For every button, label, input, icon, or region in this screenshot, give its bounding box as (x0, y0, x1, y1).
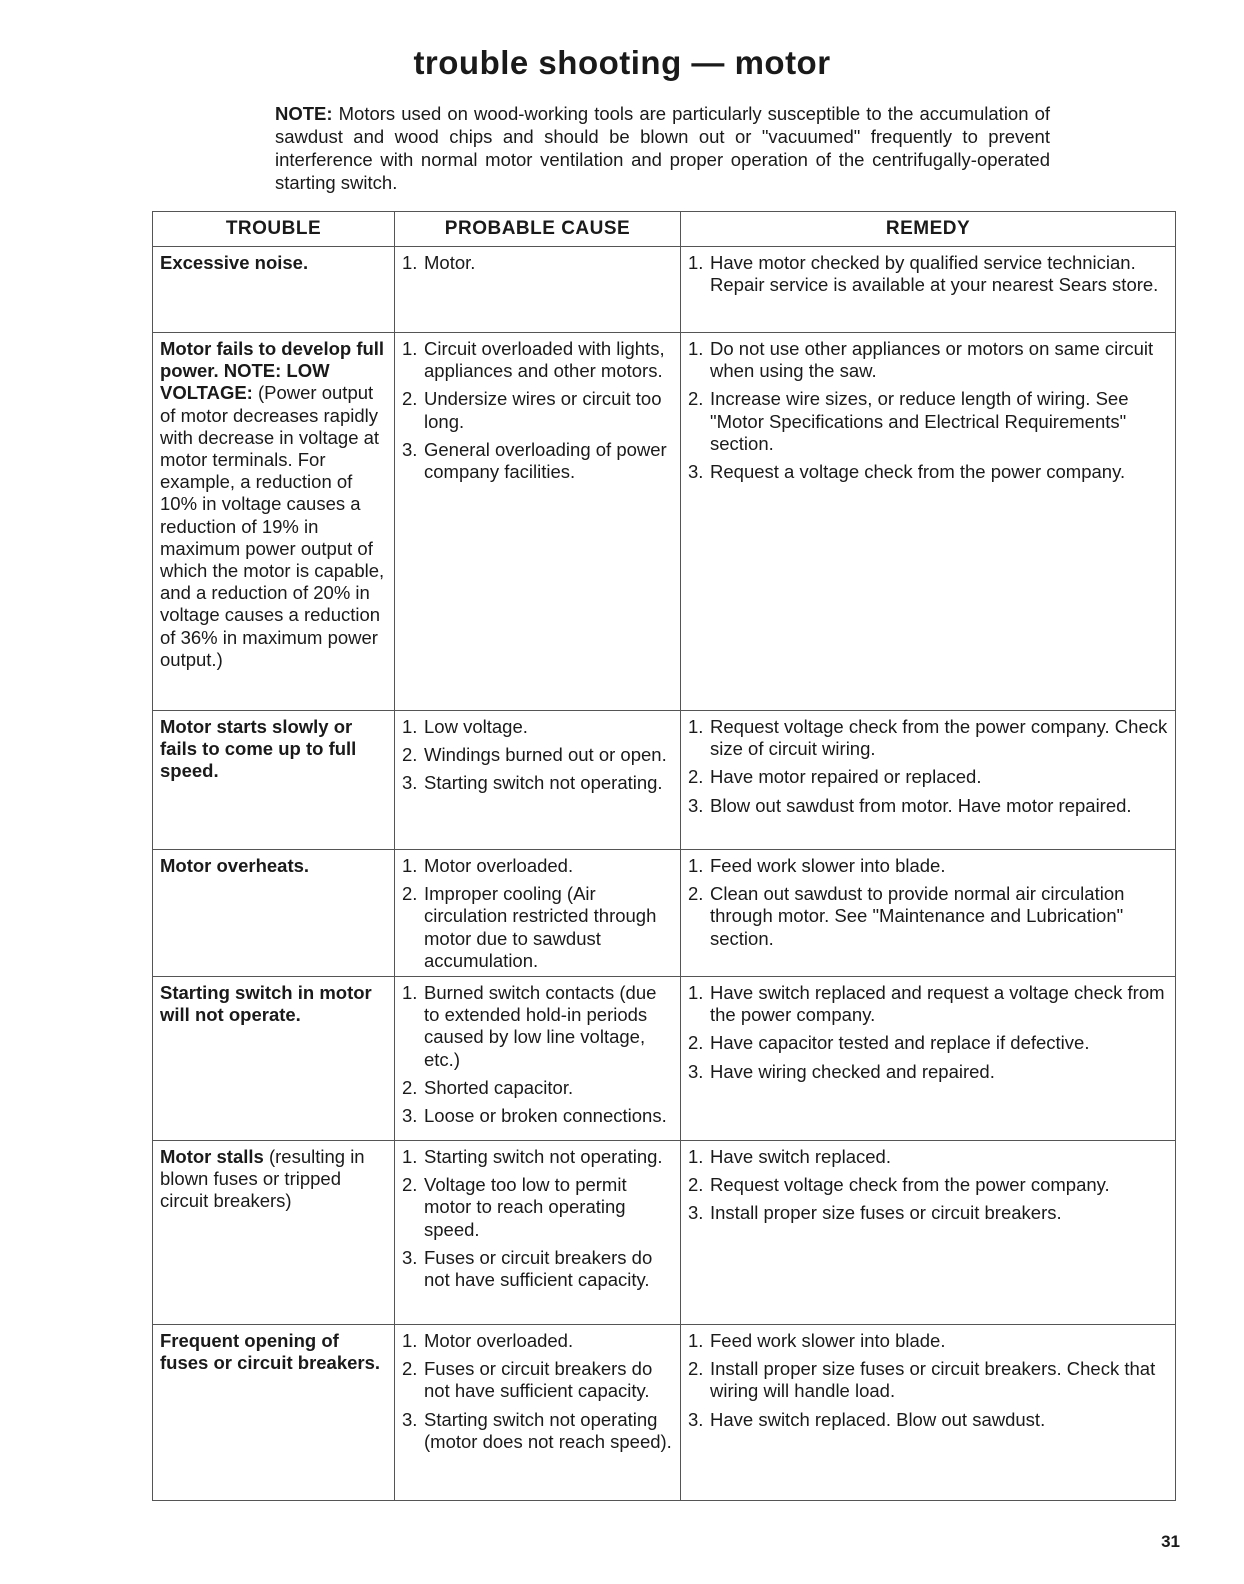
note-text: Motors used on wood-working tools are particularly susceptible to the accumulation of sawdust and wood chips and should be blown out or "vacuumed" frequently to prevent interference with normal motor ventilation and proper operation of the centrifugally-operated starting switch. (275, 103, 1050, 193)
cause-text: Fuses or circuit breakers do not have sufficient capacity. (424, 1246, 653, 1291)
header-remedy: REMEDY (681, 212, 1176, 247)
remedy-number: 1. (688, 338, 704, 359)
cause-number: 1. (402, 1146, 418, 1168)
trouble-title: Motor overheats. (160, 855, 310, 876)
cause-item (402, 716, 676, 738)
remedy-number: 1. (688, 982, 704, 1004)
remedy-text: Request a voltage check from the power company. (710, 461, 1126, 483)
cause-item (402, 388, 676, 432)
cause-item (402, 1358, 676, 1402)
cause-number: 2. (402, 744, 418, 766)
cause-text: Shorted capacitor. (424, 1076, 574, 1098)
remedy-cell (681, 1141, 1176, 1325)
note-label: NOTE: (275, 103, 333, 124)
remedy-text: Have capacitor tested and replace if defective. (710, 1032, 1090, 1054)
remedy-item (688, 461, 1171, 483)
cause-cell (395, 333, 681, 711)
cause-cell (395, 977, 681, 1141)
remedy-text: Have switch replaced. Blow out sawdust. (710, 1408, 1046, 1430)
cause-text: Windings burned out or open. (424, 744, 667, 766)
remedy-item (688, 1202, 1171, 1224)
remedy-number: 2. (688, 1032, 704, 1054)
cause-text: Motor overloaded. (424, 855, 574, 876)
table-row (153, 850, 1176, 977)
cause-number: 3. (402, 438, 418, 460)
remedy-number: 1. (688, 1330, 704, 1352)
remedy-cell (681, 333, 1176, 711)
remedy-item (688, 795, 1171, 817)
cause-cell (395, 711, 681, 850)
table-row (153, 333, 1176, 711)
remedy-cell (681, 711, 1176, 850)
cause-number: 1. (402, 982, 418, 1004)
cause-text: Motor. (424, 252, 476, 273)
remedy-number: 1. (688, 716, 704, 737)
remedy-item (688, 855, 1171, 877)
remedy-number: 1. (688, 855, 704, 876)
trouble-cell (153, 247, 395, 333)
trouble-title: Motor stalls (160, 1146, 264, 1168)
remedy-text: Have wiring checked and repaired. (710, 1060, 995, 1082)
remedy-text: Have switch replaced and request a voltage check from the power company. (710, 982, 1165, 1026)
cause-item (402, 439, 676, 483)
cause-text: Undersize wires or circuit too long. (424, 388, 662, 432)
cause-text: Circuit overloaded with lights, appliances and other motors. (424, 338, 665, 382)
cause-number: 2. (402, 1174, 418, 1196)
cause-item (402, 1174, 676, 1241)
remedy-text: Feed work slower into blade. (710, 855, 946, 876)
remedy-text: Request voltage check from the power company. Check size of circuit wiring. (710, 716, 1168, 760)
remedy-text: Do not use other appliances or motors on same circuit when using the saw. (710, 338, 1154, 382)
remedy-item (688, 716, 1171, 760)
cause-number: 1. (402, 252, 418, 273)
cause-number: 3. (402, 1408, 418, 1430)
cause-number: 2. (402, 1358, 418, 1380)
cause-number: 3. (402, 1105, 418, 1127)
cause-text: Motor overloaded. (424, 1330, 574, 1352)
cause-item (402, 338, 676, 382)
remedy-number: 2. (688, 1174, 704, 1196)
cause-number: 2. (402, 883, 418, 905)
remedy-item (688, 1061, 1171, 1083)
cause-item (402, 252, 676, 274)
table-row (153, 711, 1176, 850)
cause-item (402, 855, 676, 877)
remedy-cell (681, 850, 1176, 977)
remedy-number: 1. (688, 252, 704, 273)
cause-item (402, 744, 676, 766)
cause-number: 3. (402, 1246, 418, 1268)
remedy-number: 2. (688, 1358, 704, 1380)
remedy-item (688, 1330, 1171, 1352)
remedy-item (688, 1032, 1171, 1054)
remedy-item (688, 1146, 1171, 1168)
table-row (153, 247, 1176, 333)
remedy-cell (681, 1325, 1176, 1501)
remedy-item (688, 252, 1171, 296)
remedy-text: Have switch replaced. (710, 1146, 891, 1168)
cause-item (402, 1247, 676, 1291)
table-row (153, 1141, 1176, 1325)
cause-text: Low voltage. (424, 716, 528, 737)
cause-number: 1. (402, 855, 418, 876)
trouble-cell (153, 711, 395, 850)
cause-item (402, 772, 676, 794)
remedy-text: Request voltage check from the power company. (710, 1174, 1110, 1196)
remedy-number: 2. (688, 883, 704, 905)
cause-item (402, 1409, 676, 1453)
cause-item (402, 1077, 676, 1099)
remedy-number: 3. (688, 1408, 704, 1430)
trouble-title: Motor starts slowly or fails to come up to full speed. (160, 716, 357, 782)
cause-item (402, 1146, 676, 1168)
remedy-item (688, 982, 1171, 1026)
trouble-cell (153, 1325, 395, 1501)
cause-text: Voltage too low to permit motor to reach operating speed. (424, 1174, 627, 1240)
remedy-text: Install proper size fuses or circuit breakers. Check that wiring will handle load. (710, 1358, 1156, 1402)
trouble-title: Excessive noise. (160, 252, 309, 273)
cause-text: Loose or broken connections. (424, 1105, 667, 1127)
page-title: trouble shooting — motor (413, 44, 831, 81)
trouble-cell (153, 850, 395, 977)
trouble-description: (Power output of motor decreases rapidly with decrease in voltage at motor terminals. For example, a reduction of 10% in voltage causes a reduction of 19% in maximum power output of which the motor is capable, and a reduction of 20% in voltage causes a reduction of 36% in maximum power output.) (160, 382, 385, 670)
cause-cell (395, 1325, 681, 1501)
cause-cell (395, 247, 681, 333)
trouble-cell (153, 1141, 395, 1325)
cause-cell (395, 1141, 681, 1325)
cause-number: 2. (402, 1076, 418, 1098)
page-number: 31 (1161, 1532, 1180, 1551)
cause-text: Fuses or circuit breakers do not have sufficient capacity. (424, 1358, 653, 1402)
cause-text: Starting switch not operating. (424, 772, 663, 794)
remedy-text: Clean out sawdust to provide normal air circulation through motor. See "Maintenance and Lubrication" section. (710, 883, 1125, 949)
cause-text: General overloading of power company facilities. (424, 438, 667, 483)
remedy-number: 1. (688, 1146, 704, 1168)
remedy-cell (681, 247, 1176, 333)
table-header-row (153, 212, 1176, 247)
table-row (153, 1325, 1176, 1501)
cause-text: Starting switch not operating. (424, 1146, 663, 1168)
cause-item (402, 1105, 676, 1127)
remedy-number: 2. (688, 388, 704, 410)
cause-number: 1. (402, 716, 418, 737)
remedy-text: Feed work slower into blade. (710, 1330, 946, 1352)
trouble-title: Frequent opening of fuses or circuit breakers. (160, 1330, 381, 1374)
remedy-text: Have motor checked by qualified service technician. Repair service is available at your nearest Sears store. (710, 252, 1159, 296)
troubleshooting-table (152, 211, 1176, 1501)
remedy-cell (681, 977, 1176, 1141)
trouble-description: (resulting in blown fuses or tripped circuit breakers) (160, 1146, 365, 1212)
cause-text: Burned switch contacts (due to extended hold-in periods caused by low line voltage, etc.) (424, 982, 657, 1070)
trouble-title: Motor fails to develop full power. NOTE: LOW VOLTAGE: (160, 338, 385, 404)
remedy-number: 3. (688, 794, 704, 816)
cause-item (402, 1330, 676, 1352)
cause-item (402, 883, 676, 972)
cause-number: 1. (402, 338, 418, 359)
remedy-number: 2. (688, 766, 704, 788)
remedy-item (688, 1174, 1171, 1196)
remedy-text: Have motor repaired or replaced. (710, 766, 982, 788)
cause-item (402, 982, 676, 1071)
cause-number: 2. (402, 388, 418, 410)
header-trouble: TROUBLE (153, 212, 395, 247)
remedy-item (688, 338, 1171, 382)
remedy-text: Install proper size fuses or circuit breakers. (710, 1202, 1062, 1224)
table-row (153, 977, 1176, 1141)
remedy-item (688, 766, 1171, 788)
remedy-number: 3. (688, 1060, 704, 1082)
trouble-cell (153, 977, 395, 1141)
cause-number: 1. (402, 1330, 418, 1352)
remedy-item (688, 1409, 1171, 1431)
remedy-item (688, 883, 1171, 950)
remedy-item (688, 388, 1171, 455)
remedy-text: Increase wire sizes, or reduce length of wiring. See "Motor Specifications and Electrical Requirements" section. (710, 388, 1129, 454)
remedy-item (688, 1358, 1171, 1402)
cause-cell (395, 850, 681, 977)
remedy-number: 3. (688, 1202, 704, 1224)
cause-text: Improper cooling (Air circulation restricted through motor due to sawdust accumulation. (424, 883, 657, 971)
remedy-text: Blow out sawdust from motor. Have motor repaired. (710, 794, 1132, 816)
header-probable-cause: PROBABLE CAUSE (395, 212, 681, 247)
cause-text: Starting switch not operating (motor does not reach speed). (424, 1408, 672, 1452)
remedy-number: 3. (688, 461, 704, 483)
trouble-cell (153, 333, 395, 711)
trouble-title: Starting switch in motor will not operate. (160, 982, 372, 1026)
cause-number: 3. (402, 772, 418, 794)
note-paragraph (275, 102, 1050, 194)
